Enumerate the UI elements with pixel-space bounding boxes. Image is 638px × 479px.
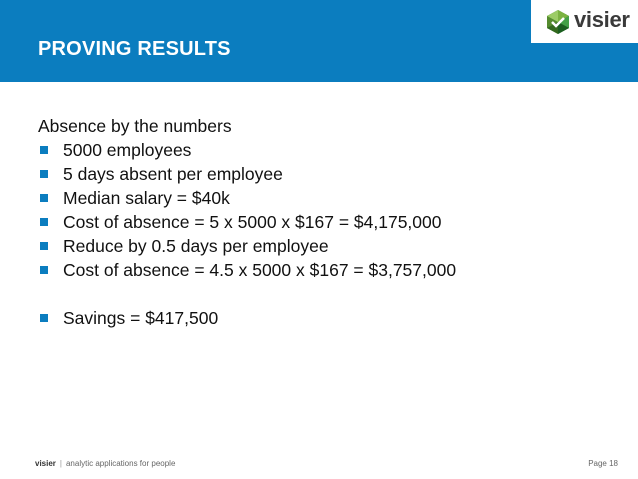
- page-number: Page 18: [588, 459, 618, 468]
- bullet-square-icon: [40, 170, 48, 178]
- bullet-item: [38, 186, 618, 210]
- footer-separator: |: [59, 459, 62, 468]
- bullet-item: [38, 258, 618, 282]
- bullet-text: Reduce by 0.5 days per employee: [63, 236, 329, 256]
- spacer: [38, 282, 618, 306]
- bullet-item: [38, 162, 618, 186]
- logo-text: visier: [574, 7, 630, 32]
- footer-tagline: analytic applications for people: [65, 459, 176, 468]
- bullet-text: Cost of absence = 5 x 5000 x $167 = $4,175,000: [63, 212, 442, 232]
- footer-brand: visier: [35, 459, 56, 468]
- bullet-square-icon: [40, 194, 48, 202]
- savings-text: Savings = $417,500: [63, 308, 219, 328]
- bullet-square-icon: [40, 218, 48, 226]
- content-body: [38, 114, 618, 330]
- bullet-text: Cost of absence = 4.5 x 5000 x $167 = $3,757,000: [63, 260, 457, 280]
- slide-title: PROVING RESULTS: [38, 38, 231, 60]
- bullet-text: Median salary = $40k: [63, 188, 230, 208]
- bullet-square-icon: [40, 266, 48, 274]
- visier-logo-icon: [545, 9, 571, 35]
- bullet-item: [38, 138, 618, 162]
- bullet-text: 5 days absent per employee: [63, 164, 283, 184]
- bullet-text: 5000 employees: [63, 140, 192, 160]
- savings-item: [38, 306, 618, 330]
- header-bar: [0, 0, 638, 82]
- intro-text: Absence by the numbers: [38, 116, 232, 136]
- bullet-item: [38, 234, 618, 258]
- bullet-square-icon: [40, 146, 48, 154]
- bullet-list: [38, 138, 618, 330]
- footer: [35, 459, 175, 468]
- bullet-square-icon: [40, 242, 48, 250]
- bullet-square-icon: [40, 314, 48, 322]
- logo: [531, 0, 638, 43]
- bullet-item: [38, 210, 618, 234]
